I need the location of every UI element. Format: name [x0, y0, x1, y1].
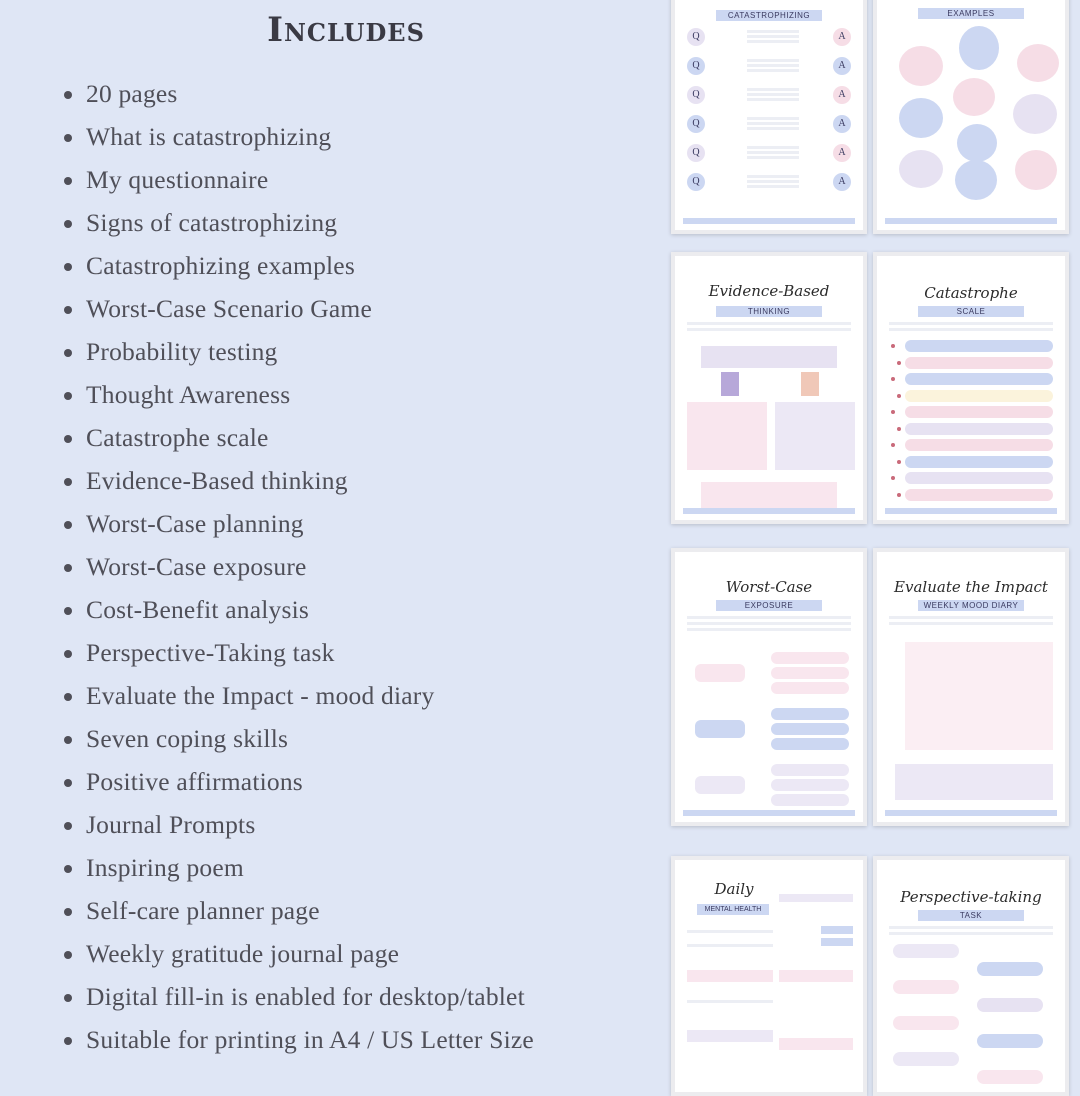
preview-footer-bar [885, 508, 1057, 514]
feature-item: Worst-Case planning [58, 502, 534, 545]
feature-item: Probability testing [58, 330, 534, 373]
text-line [747, 156, 799, 159]
feature-item: Self-care planner page [58, 889, 534, 932]
scale-row [905, 373, 1053, 385]
preview-title: Perspective-taking [900, 888, 1042, 906]
preview-worstcase-page [671, 548, 867, 826]
text-line [889, 932, 1053, 935]
text-line [747, 93, 799, 96]
text-line [747, 64, 799, 67]
thought-bubble [959, 26, 999, 70]
preview-footer-bar [885, 218, 1057, 224]
text-line [687, 622, 851, 625]
thought-bubble [957, 124, 997, 162]
preview-daily-page [671, 856, 867, 1096]
question-badge: Q [687, 144, 705, 162]
feature-item: Perspective-Taking task [58, 631, 534, 674]
feature-item: Suitable for printing in A4 / US Letter Size [58, 1018, 534, 1061]
answer-badge: A [833, 86, 851, 104]
answer-badge: A [833, 173, 851, 191]
feature-item: Weekly gratitude journal page [58, 932, 534, 975]
preview-footer-bar [885, 810, 1057, 816]
feature-item: Evidence-Based thinking [58, 459, 534, 502]
thought-bubble [899, 150, 943, 188]
feature-item: Digital fill-in is enabled for desktop/tablet [58, 975, 534, 1018]
scale-row [905, 472, 1053, 484]
text-line [747, 185, 799, 188]
text-line [747, 59, 799, 62]
feature-item: Worst-Case exposure [58, 545, 534, 588]
scale-row [905, 357, 1053, 369]
speech-pill [977, 1070, 1043, 1084]
outcome-box [771, 779, 849, 791]
preview-subtitle: EXAMPLES [918, 8, 1023, 19]
preview-title: Evidence-Based [708, 282, 830, 300]
preview-subtitle: CATASTROPHIZING [716, 10, 821, 21]
scale-marker [891, 476, 895, 480]
arrow-shape [721, 372, 739, 396]
scale-marker [891, 443, 895, 447]
feature-item: Thought Awareness [58, 373, 534, 416]
question-badge: Q [687, 57, 705, 75]
text-line [889, 328, 1053, 331]
text-line [747, 146, 799, 149]
speech-pill [893, 944, 959, 958]
notes-box [895, 764, 1053, 800]
text-line [747, 122, 799, 125]
scale-marker [891, 344, 895, 348]
outcome-box [771, 708, 849, 720]
scale-row [905, 439, 1053, 451]
input-field [687, 970, 773, 982]
speech-pill [977, 1034, 1043, 1048]
scale-row [905, 406, 1053, 418]
thought-bubble [1013, 94, 1057, 134]
input-field [779, 894, 853, 902]
scenario-box [695, 664, 745, 682]
text-line [687, 616, 851, 619]
outcome-box [771, 794, 849, 806]
input-field [779, 970, 853, 982]
outcome-box [771, 764, 849, 776]
speech-pill [893, 1052, 959, 1066]
feature-item: Catastrophizing examples [58, 244, 534, 287]
opposing-evidence-box [775, 402, 855, 470]
question-badge: Q [687, 28, 705, 46]
text-line [889, 616, 1053, 619]
preview-subtitle: SCALE [918, 306, 1023, 317]
preview-title: Catastrophe [924, 284, 1018, 302]
text-line [747, 127, 799, 130]
answer-badge: A [833, 115, 851, 133]
text-line [687, 930, 773, 933]
thought-box [701, 346, 837, 368]
input-field [821, 938, 853, 946]
outcome-box [771, 667, 849, 679]
thought-bubble [1017, 44, 1059, 82]
preview-subtitle: EXPOSURE [716, 600, 821, 611]
speech-pill [977, 962, 1043, 976]
outcome-box [771, 723, 849, 735]
question-badge: Q [687, 86, 705, 104]
preview-footer-bar [683, 810, 855, 816]
scale-marker [897, 427, 901, 431]
outcome-box [771, 652, 849, 664]
preview-subtitle: TASK [918, 910, 1023, 921]
scale-row [905, 423, 1053, 435]
input-field [779, 1038, 853, 1050]
preview-title: Evaluate the Impact [894, 578, 1048, 596]
speech-pill [977, 998, 1043, 1012]
text-line [747, 117, 799, 120]
feature-item: My questionnaire [58, 158, 534, 201]
scale-marker [897, 460, 901, 464]
preview-subtitle: WEEKLY MOOD DIARY [918, 600, 1023, 611]
preview-subtitle: THINKING [716, 306, 821, 317]
subtitle-bar: MENTAL HEALTH [697, 904, 769, 915]
thought-bubble [899, 98, 943, 138]
scenario-box [695, 720, 745, 738]
feature-item: Cost-Benefit analysis [58, 588, 534, 631]
preview-footer-bar [683, 218, 855, 224]
question-badge: Q [687, 173, 705, 191]
text-line [687, 628, 851, 631]
preview-title: Daily [714, 880, 754, 898]
text-line [687, 322, 851, 325]
preview-perspective-page [873, 856, 1069, 1096]
thought-bubble [955, 160, 997, 200]
thought-bubble [1015, 150, 1057, 190]
thought-bubble [899, 46, 943, 86]
text-line [747, 180, 799, 183]
preview-title: Worst-Case [725, 578, 813, 596]
speech-pill [893, 1016, 959, 1030]
scale-marker [897, 493, 901, 497]
feature-item: What is catastrophizing [58, 115, 534, 158]
scale-marker [897, 394, 901, 398]
feature-item: Seven coping skills [58, 717, 534, 760]
scale-row [905, 390, 1053, 402]
text-line [747, 98, 799, 101]
text-line [687, 1000, 773, 1003]
text-line [687, 328, 851, 331]
scenario-box [695, 776, 745, 794]
feature-item: Evaluate the Impact - mood diary [58, 674, 534, 717]
text-line [747, 35, 799, 38]
scale-marker [891, 377, 895, 381]
feature-item: 20 pages [58, 72, 534, 115]
feature-item: Catastrophe scale [58, 416, 534, 459]
thought-bubble [953, 78, 995, 116]
feature-item: Signs of catastrophizing [58, 201, 534, 244]
text-line [889, 622, 1053, 625]
preview-footer-bar [683, 508, 855, 514]
preview-scale-page [873, 252, 1069, 524]
preview-questionnaire-page [671, 0, 867, 234]
includes-heading: Includes [267, 10, 425, 50]
input-field [687, 1030, 773, 1042]
question-badge: Q [687, 115, 705, 133]
mood-grid [905, 642, 1053, 750]
answer-badge: A [833, 144, 851, 162]
scale-row [905, 340, 1053, 352]
text-line [747, 88, 799, 91]
input-field [821, 926, 853, 934]
scale-row [905, 456, 1053, 468]
text-line [747, 40, 799, 43]
answer-badge: A [833, 28, 851, 46]
outcome-box [771, 738, 849, 750]
preview-gallery [665, 0, 1080, 1080]
scale-marker [897, 361, 901, 365]
text-line [889, 926, 1053, 929]
preview-impact-page [873, 548, 1069, 826]
supporting-evidence-box [687, 402, 767, 470]
outcome-box [771, 682, 849, 694]
text-line [747, 175, 799, 178]
scale-marker [891, 410, 895, 414]
text-line [747, 30, 799, 33]
text-line [747, 69, 799, 72]
balanced-thought-box [701, 482, 837, 508]
text-line [889, 322, 1053, 325]
feature-item: Positive affirmations [58, 760, 534, 803]
preview-examples-page [873, 0, 1069, 234]
speech-pill [893, 980, 959, 994]
answer-badge: A [833, 57, 851, 75]
features-list [0, 72, 534, 1061]
text-line [687, 944, 773, 947]
feature-item: Worst-Case Scenario Game [58, 287, 534, 330]
text-line [747, 151, 799, 154]
feature-item: Journal Prompts [58, 803, 534, 846]
scale-row [905, 489, 1053, 501]
feature-item: Inspiring poem [58, 846, 534, 889]
preview-evidence-page [671, 252, 867, 524]
arrow-shape [801, 372, 819, 396]
